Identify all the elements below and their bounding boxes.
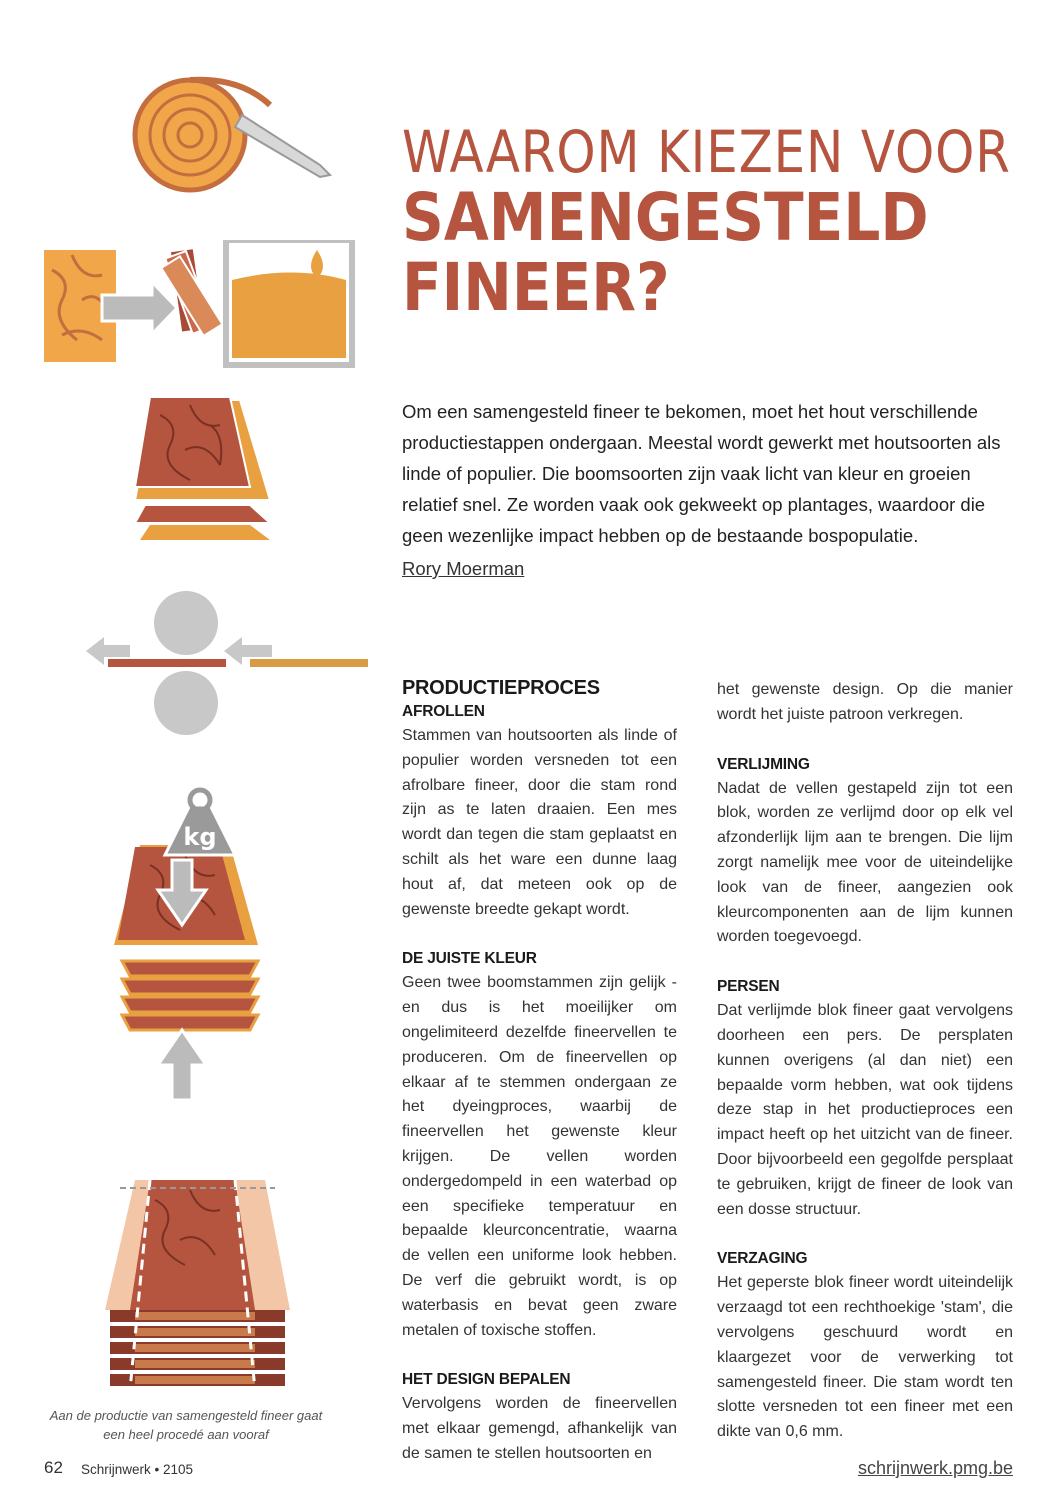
paragraph-verzaging: Het geperste blok fineer wordt uiteindelijk verzaagd tot een rechthoekige 'stam', die vervolgens geschuurd wordt en klaargezet voor de verwerking tot samengesteld fineer. Die stam wordt ten slotte versneden tot een fineer met een dikte van 0,6 mm. bbox=[717, 1274, 1013, 1441]
subheading-verzaging: VERZAGING bbox=[717, 1250, 808, 1268]
subheading-persen: PERSEN bbox=[717, 978, 780, 996]
paragraph-verlijming: Nadat de vellen gestapeld zijn tot een blok, worden ze verlijmd door op elk vel afzonderlijk lijm aan te brengen. Die lijm zorgt namelijk mee voor de uiteindelijke look van de fineer, aangezien ook kleurcomponenten aan de lijm kunnen worden toegevoegd. bbox=[717, 779, 1013, 946]
article-column-1 bbox=[402, 676, 677, 1467]
log-peeling-icon bbox=[130, 75, 340, 205]
subheading-verlijming: VERLIJMING bbox=[717, 755, 810, 773]
paragraph-afrollen: Stammen van houtsoorten als linde of populier worden versneden tot een afrolbare fineer, door die stam rond zijn as te laten draaien. Een mes wordt dan tegen die stam geplaatst en schilt als het ware een dunne laag hout af, dat meteen ook op de gewenste breedte gekapt wordt. bbox=[402, 727, 677, 918]
title-line-3: FINEER? bbox=[402, 249, 670, 326]
paragraph-juiste-kleur: Geen twee boomstammen zijn gelijk - en dus is het moeilijker om ongelimiteerd dezelfde fineervellen te produceren. Om de fineervellen op elkaar af te stemmen ondergaan ze het dyeingproces, waarbij de fineervellen het gewenste kleur krijgen. De vellen worden ondergedompeld in een waterbad op een specifieke temperatuur en bepaalde kleurconcentratie, waarna de vellen een uniforme look hebben. De verf die gebruikt wordt, is op waterbasis en bevat geen zware metalen of toxische stoffen. bbox=[402, 974, 677, 1339]
page-number: 62 bbox=[44, 1458, 63, 1477]
subheading-juiste-kleur: DE JUISTE KLEUR bbox=[402, 950, 537, 968]
article-column-2 bbox=[717, 678, 1013, 1445]
glue-rollers-icon bbox=[82, 585, 372, 745]
website-link[interactable]: schrijnwerk.pmg.be bbox=[857, 1458, 1013, 1478]
dyeing-icon bbox=[42, 240, 362, 370]
paragraph-design-b: het gewenste design. Op die manier wordt het juiste patroon verkregen. bbox=[717, 681, 1013, 723]
weight-label: kg bbox=[183, 823, 217, 851]
subheading-afrollen: AFROLLEN bbox=[402, 703, 485, 720]
intro-paragraph: Om een samengesteld fineer te bekomen, moet het hout verschillende productiestappen ondergaan. Meestal wordt gewerkt met houtsoorten als linde of populier. Die boomsoorten zijn vaak licht van kleur en groeien relatief snel. Ze worden vaak ook gekweekt op plantages, waardoor die geen wezenlijke impact hebben op de bestaande bospopulatie. bbox=[402, 401, 1001, 546]
subheading-design: HET DESIGN BEPALEN bbox=[402, 1371, 571, 1389]
author-link[interactable]: Rory Moerman bbox=[402, 558, 525, 579]
illustration-caption: Aan de productie van samengesteld fineer gaat een heel procedé aan vooraf bbox=[49, 1408, 323, 1442]
press-icon bbox=[110, 785, 270, 1100]
title-line-2: SAMENGESTELD bbox=[402, 179, 929, 256]
title-main bbox=[402, 179, 929, 326]
section-title: PRODUCTIEPROCES bbox=[402, 677, 600, 699]
paragraph-persen: Dat verlijmde blok fineer gaat vervolgens doorheen een pers. De persplaten kunnen overigens (al dan niet) een bepaalde vorm hebben, wat ook tijdens deze stap in het productieproces een impact heeft op het uitzicht van de fineer. Door bijvoorbeeld een gegolfde persplaat te gebruiken, krijgt de fineer de look van een dosse structuur. bbox=[717, 1002, 1013, 1218]
sawing-icon bbox=[95, 1160, 295, 1400]
title-line-1: WAAROM KIEZEN VOOR bbox=[402, 118, 1011, 186]
paragraph-design-a: Vervolgens worden de fineervellen met elkaar gemengd, afhankelijk van de samen te stellen houtsoorten en bbox=[402, 1395, 677, 1462]
magazine-issue: Schrijnwerk • 2105 bbox=[81, 1462, 194, 1477]
veneer-sheets-icon bbox=[130, 395, 280, 543]
